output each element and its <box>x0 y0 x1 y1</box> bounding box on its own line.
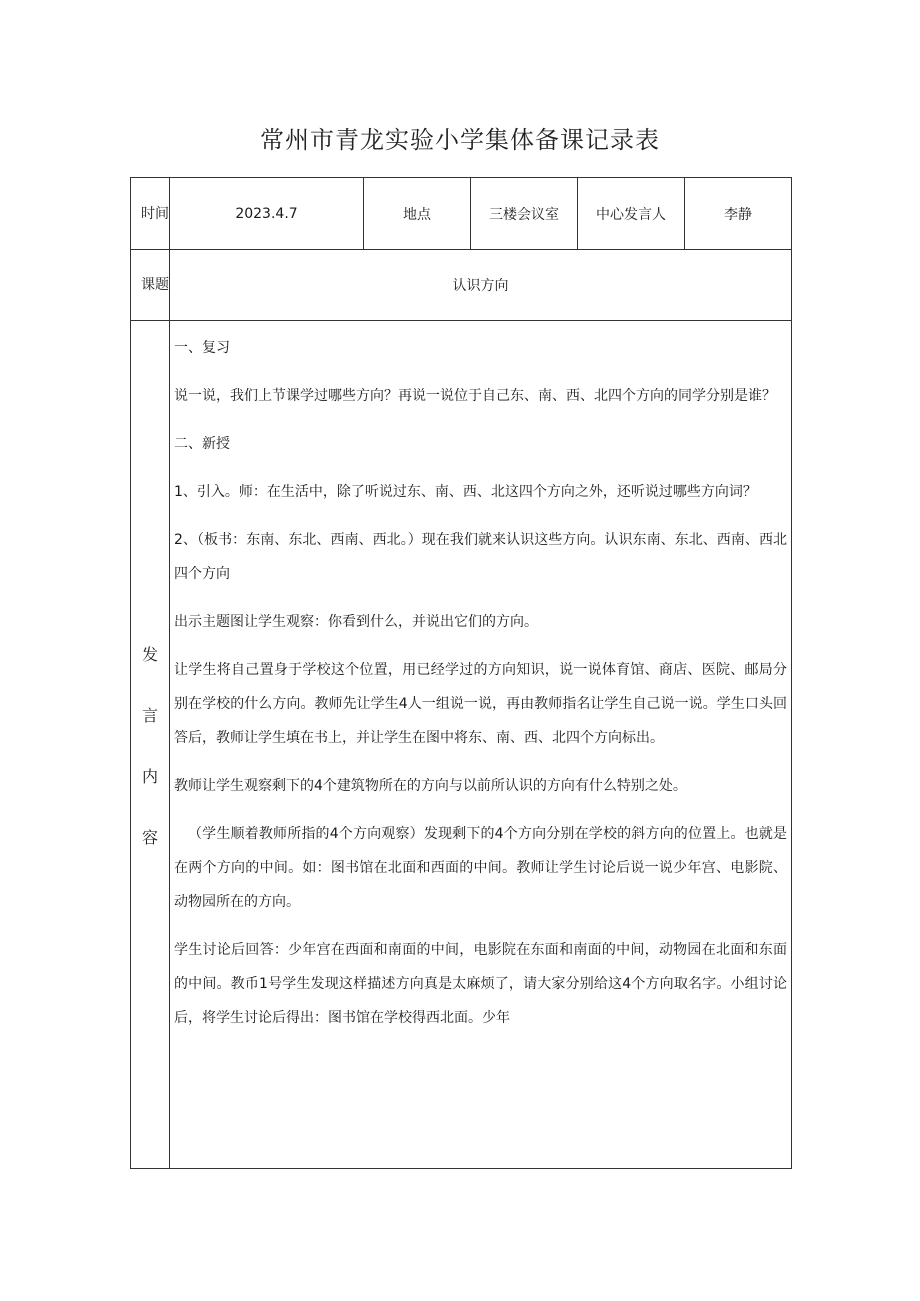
place-label: 地点 <box>364 178 471 250</box>
place-value: 三楼会议室 <box>471 178 578 250</box>
paragraph: （学生顺着教师所指的4个方向观察）发现剩下的4个方向分别在学校的斜方向的位置上。也就是在两个方向的中间。如：图书馆在北面和西面的中间。教师让学生讨论后说一说少年宫、电影院、动物园所在的方向。 <box>174 826 787 910</box>
paragraph: 让学生将自己置身于学校这个位置，用已经学过的方向知识，说一说体育馆、商店、医院、邮局分别在学校的什么方向。教师先让学生4人一组说一说，再由教师指名让学生自己说一说。学生口头回答后，教师让学生填在书上，并让学生在图中将东、南、西、北四个方向标出。 <box>174 662 787 746</box>
topic-label: 课题 <box>131 250 170 321</box>
paragraph: 出示主题图让学生观察：你看到什么，并说出它们的方向。 <box>174 614 538 630</box>
paragraph: 2、（板书：东南、东北、西南、西北。）现在我们就来认识这些方向。认识东南、东北、西南、西北四个方向 <box>174 532 787 582</box>
paragraph: 说一说，我们上节课学过哪些方向？再说一说位于自己东、南、西、北四个方向的同学分别是谁？ <box>174 388 776 404</box>
paragraph: 教师让学生观察剩下的4个建筑物所在的方向与以前所认识的方向有什么特别之处。 <box>174 778 687 794</box>
topic-value: 认识方向 <box>170 250 792 321</box>
content-body <box>170 321 792 1169</box>
speaker-label: 中心发言人 <box>578 178 685 250</box>
content-label-char: 发 <box>141 644 158 664</box>
paragraph: 二、新授 <box>174 436 230 452</box>
time-label: 时间 <box>131 178 170 250</box>
content-label-char: 言 <box>141 705 158 725</box>
paragraph: 1、引入。师：在生活中，除了听说过东、南、西、北这四个方向之外，还听说过哪些方向词？ <box>174 484 757 500</box>
content-label-char: 容 <box>141 827 158 847</box>
page-title: 常州市青龙实验小学集体备课记录表 <box>260 126 660 154</box>
speaker-value: 李静 <box>685 178 792 250</box>
content-label-char: 内 <box>141 766 158 786</box>
content-label <box>131 321 170 1169</box>
content-row <box>131 321 792 1169</box>
lesson-record-table <box>130 177 792 1169</box>
topic-row <box>131 250 792 321</box>
date-value: 2023.4.7 <box>170 178 364 250</box>
paragraph: 学生讨论后回答：少年宫在西面和南面的中间，电影院在东面和南面的中间，动物园在北面和东面的中间。教币1号学生发现这样描述方向真是太麻烦了，请大家分别给这4个方向取名字。小组讨论后，将学生讨论后得出：图书馆在学校得西北面。少年 <box>174 942 787 1026</box>
paragraph: 一、复习 <box>174 340 230 356</box>
info-row <box>131 178 792 250</box>
